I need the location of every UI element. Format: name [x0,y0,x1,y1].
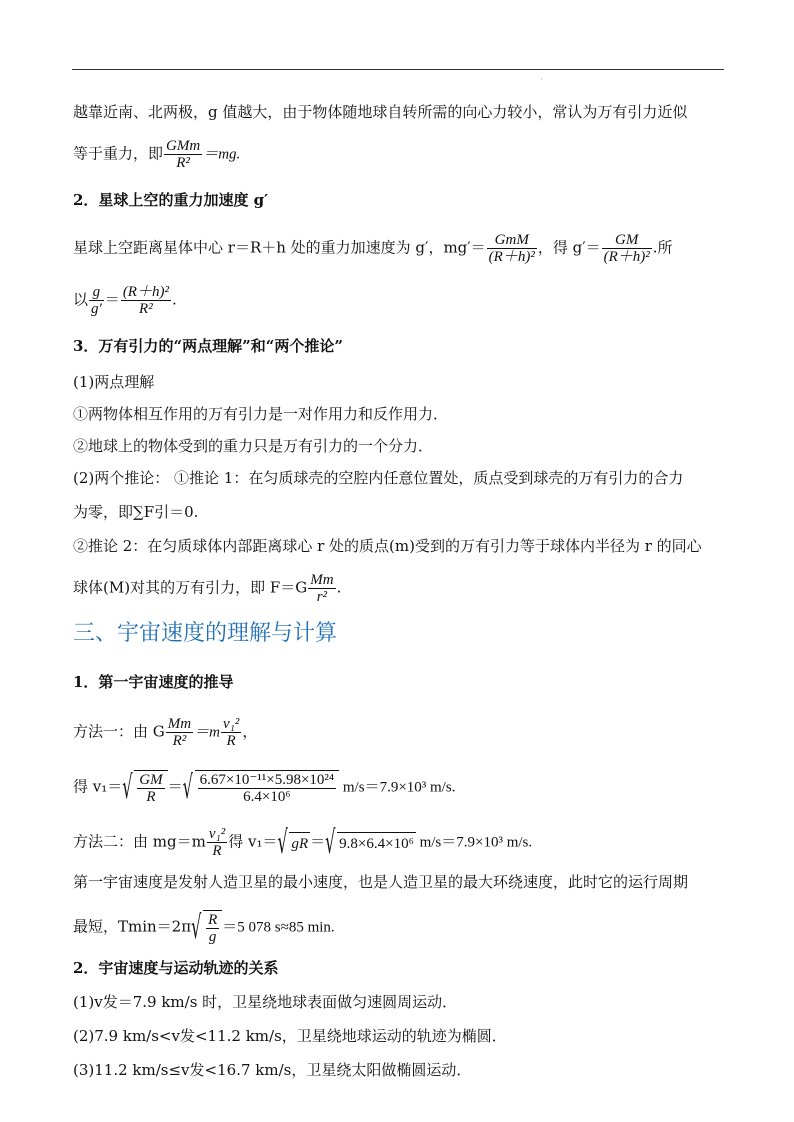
text: .所 [652,238,673,257]
paragraph-line: (1)v发＝7.9 km/s 时，卫星绕地球表面做匀速圆周运动． [73,993,458,1011]
numerator: Mm [167,716,192,732]
paragraph-line: (1)两点理解 [73,373,155,391]
text: 等于重力，即 [73,144,164,163]
paragraph-line [73,232,673,265]
text: m/s＝7.9×10³ m/s. [415,834,533,851]
paragraph-line [73,770,455,805]
fraction [602,232,652,265]
paragraph-line [73,826,532,859]
sqrt [277,832,310,854]
fraction [137,772,164,805]
paragraph-line: (3)11.2 km/s≤v发<16.7 km/s，卫星绕太阳做椭圆运动． [73,1061,472,1079]
sqrt [325,832,416,854]
fraction [121,284,171,317]
fraction [206,912,219,945]
denominator: R² [172,733,187,749]
numerator: GMm [166,138,201,154]
paragraph-line: (2)两个推论： ①推论 1：在匀质球壳的空腔内任意位置处，质点受到球壳的万有引力的合力 [73,469,684,487]
text: 方法一：由 G [73,722,165,741]
sqrt [191,910,222,945]
fraction [308,572,335,605]
numerator: Mm [310,572,334,588]
paragraph-line [73,716,257,749]
paragraph-line: (2)7.9 km/s<v发<11.2 km/s，卫星绕地球运动的轨迹为椭圆． [73,1027,507,1045]
paragraph-line [73,284,177,317]
text: 以 [73,290,89,309]
fraction [89,284,104,317]
fraction [166,716,193,749]
denominator: g′ [91,301,102,317]
text: 得 v₁＝ [228,832,278,851]
denominator: R² [139,301,153,317]
text: 最短，Tmin＝2π [73,917,192,936]
text: ＝ [104,290,120,309]
denominator: 6.4×10⁶ [243,789,291,805]
sqrt [183,770,340,805]
subheading: 2．星球上空的重力加速度 g′ [73,191,269,209]
denominator: R [212,843,222,859]
numerator: (R＋h)² [122,284,169,300]
radicand: gR [289,832,310,854]
numerator: v₁² [222,716,240,732]
denominator: (R＋h)² [488,249,535,265]
numerator: √ 6.67×10⁻¹¹×5.98×10²⁴ [199,772,335,788]
section-heading: 三、宇宙速度的理解与计算 [73,621,338,646]
fraction [487,232,537,265]
fraction [221,716,241,749]
text: ＝m [194,724,220,741]
paragraph-line [73,910,335,945]
denominator: R [146,789,156,805]
fraction [207,826,227,859]
paragraph-line: ②地球上的物体受到的重力只是万有引力的一个分力． [73,437,434,455]
paragraph-line: 为零，即∑F引＝0. [73,503,199,521]
denominator: g [208,929,217,945]
text: ＝ [167,777,183,796]
text: 得 v₁＝ [73,777,123,796]
denominator: (R＋h)² [603,249,650,265]
sqrt [122,770,167,805]
paragraph-line: 第一宇宙速度是发射人造卫星的最小速度，也是人造卫星的最大环绕速度，此时它的运行周期 [73,873,689,891]
numerator: v₁² [208,826,226,842]
subheading: 1．第一宇宙速度的推导 [73,673,234,691]
numerator: g [89,284,104,301]
text: ＝ [310,832,326,851]
subheading: 3．万有引力的“两点理解”和“两个推论” [73,337,343,355]
text: ，得 g′＝ [537,238,601,257]
paragraph-line [73,572,341,605]
denominator: R² [176,155,190,171]
paragraph-line [73,138,240,171]
text: 球体(M)对其的万有引力，即 F＝G [73,578,308,597]
numerator: √ GM [139,772,163,788]
text: 星球上空距离星体中心 r＝R＋h 处的重力加速度为 g′，mg′＝ [73,238,486,257]
text: ＝5 078 s≈85 min. [222,919,335,936]
text: ， [242,722,258,741]
text: . [171,290,177,309]
radicand: 9.8×6.4×10⁶ [337,832,416,854]
numerator: √ R [208,912,218,928]
stray-mark: ' [541,78,543,85]
fraction [164,138,202,171]
paragraph-line: ①两物体相互作用的万有引力是一对作用力和反作用力． [73,405,449,423]
fraction [198,772,337,805]
numerator: GM [602,232,652,249]
paragraph-line: ②推论 2：在匀质球体内部距离球心 r 处的质点(m)受到的万有引力等于球体内半径为 r 的同心 [73,537,702,555]
text: m/s＝7.9×10³ m/s. [339,779,456,796]
denominator: R [226,733,236,749]
denominator: r² [316,589,328,605]
numerator: GmM [487,232,537,249]
text: . [336,578,342,597]
text: 方法二：由 mg＝m [73,832,206,851]
text: ＝mg. [203,146,241,163]
header-rule [72,69,724,70]
subheading: 2．宇宙速度与运动轨迹的关系 [73,959,279,977]
paragraph-line: 越靠近南、北两极，g 值越大，由于物体随地球自转所需的向心力较小，常认为万有引力近似 [73,103,688,121]
